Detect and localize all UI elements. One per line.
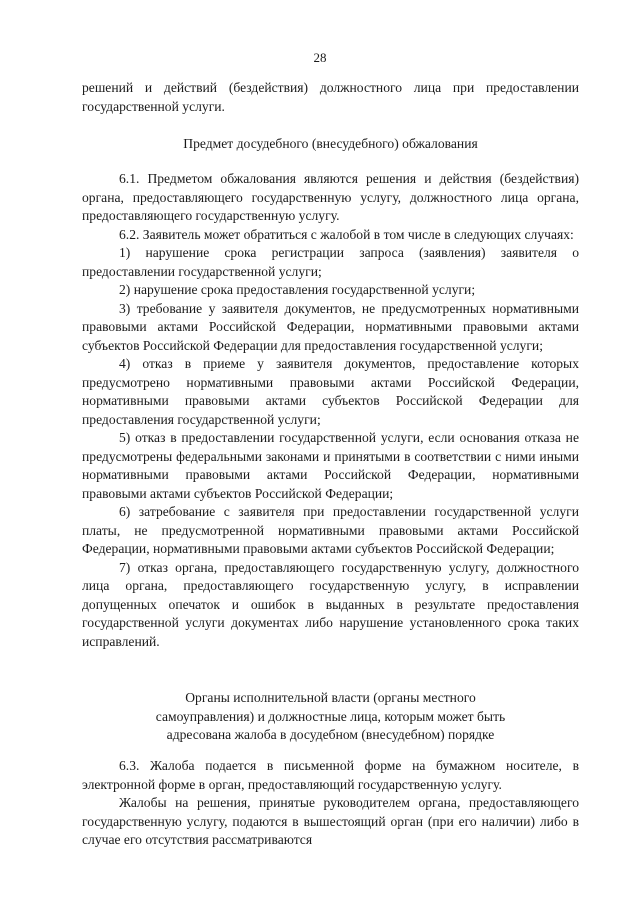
list-item-7: 7) отказ органа, предоставляющего государственную услугу, должностного лица органа, предоставляющего государственную услугу, в исправлении допущенных опечаток и ошибок в выданных в результате предоставления государственной услуги документах либо нарушение установленного срока таких исправлений. — [82, 559, 579, 649]
section-1-block — [82, 170, 579, 651]
section-heading-1: Предмет досудебного (внесудебного) обжалования — [183, 136, 478, 151]
section-heading-2-line-1: Органы исполнительной власти (органы местного — [185, 690, 476, 705]
paragraph-6-2: 6.2. Заявитель может обратиться с жалобой в том числе в следующих случаях: — [119, 226, 574, 242]
heading-block-1 — [82, 135, 579, 154]
paragraph-6-1: 6.1. Предметом обжалования являются решения и действия (бездействия) органа, предоставляющего государственную услугу, должностного лица органа, предоставляющего государственную услугу. — [82, 171, 579, 223]
section-heading-2-line-3: адресована жалоба в досудебном (внесудебном) порядке — [166, 727, 495, 742]
paragraph-6-3: 6.3. Жалоба подается в письменной форме на бумажном носителе, в электронной форме в орган, предоставляющий государственную услугу. — [82, 758, 579, 792]
heading-block-2 — [82, 689, 579, 745]
list-item-4: 4) отказ в приеме у заявителя документов, предоставление которых предусмотрено нормативными правовыми актами Российской Федерации, нормативными правовыми актами субъектов Российской Федерации для предоставления государственной услуги; — [82, 356, 579, 427]
list-item-2: 2) нарушение срока предоставления государственной услуги; — [119, 282, 476, 297]
list-item-3: 3) требование у заявителя документов, не предусмотренных нормативными правовыми актами Российской Федерации, нормативными правовыми актами субъектов Российской Федерации для предоставления государственной услуги; — [82, 300, 579, 353]
page-number: 28 — [313, 50, 327, 65]
list-item-6: 6) затребование с заявителя при предоставлении государственной услуги платы, не предусмотренной нормативными правовыми актами Российской Федерации, нормативными правовыми актами субъектов Российской Федерации; — [82, 504, 579, 556]
list-item-5: 5) отказ в предоставлении государственной услуги, если основания отказа не предусмотрены федеральными законами и принятыми в соответствии с ними иными нормативными правовыми актами Российской Федерации, нормативными правовыми актами субъектов Российской Федерации; — [82, 430, 579, 501]
intro-paragraph: решений и действий (бездействия) должностного лица при предоставлении государственной услуги. — [82, 80, 579, 114]
section-2-block — [82, 757, 579, 850]
paragraph-complaints: Жалобы на решения, принятые руководителем органа, предоставляющего государственную услугу, подаются в вышестоящий орган (при его наличии) либо в случае его отсутствия рассматриваются — [82, 795, 579, 847]
section-heading-2-line-2: самоуправления) и должностные лица, которым может быть — [155, 708, 506, 724]
intro-text-block — [82, 79, 579, 116]
list-item-1: 1) нарушение срока регистрации запроса (заявления) заявителя о предоставлении государственной услуги; — [82, 245, 579, 279]
